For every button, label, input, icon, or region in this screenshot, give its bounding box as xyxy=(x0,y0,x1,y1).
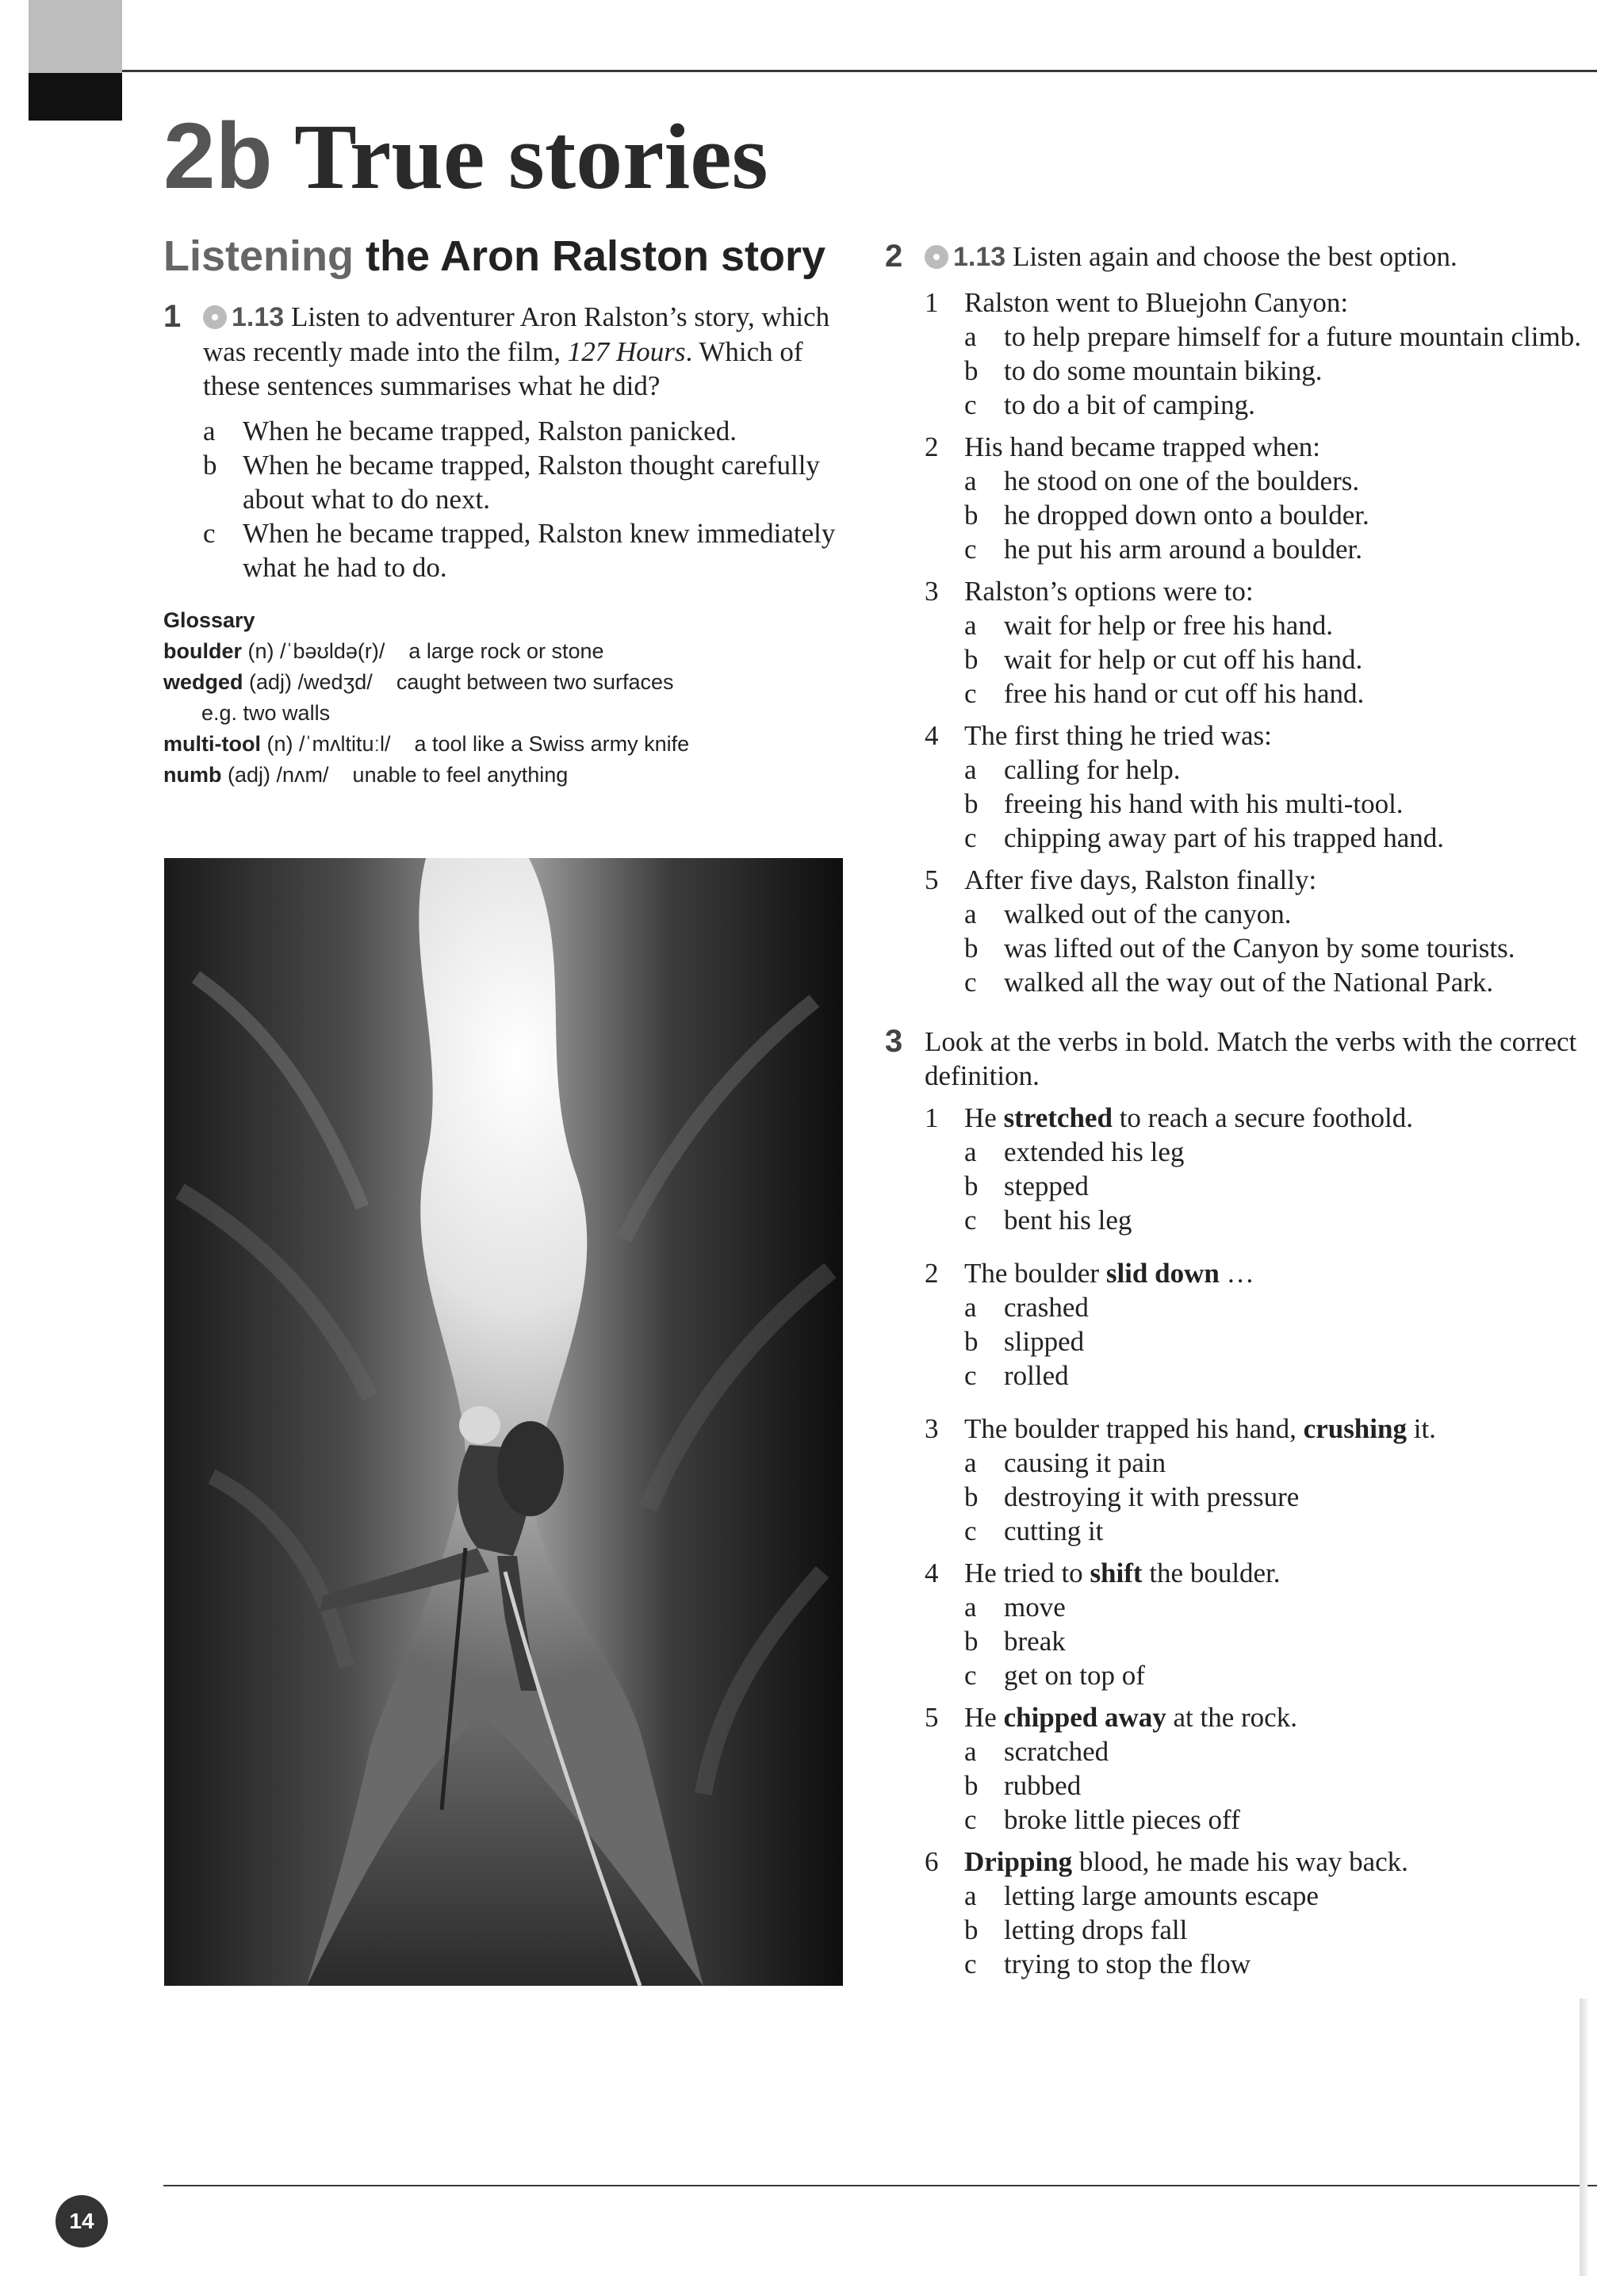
target-verb: shift xyxy=(1090,1558,1143,1588)
exercise-1 xyxy=(163,300,842,584)
target-verb: Dripping xyxy=(964,1846,1073,1877)
exercise-number: 1 xyxy=(163,299,182,334)
answer-option xyxy=(964,1514,1583,1548)
option-text: rolled xyxy=(1004,1360,1069,1391)
top-rule xyxy=(122,70,1597,72)
answer-option xyxy=(964,1768,1583,1803)
option-letter: c xyxy=(964,1205,977,1236)
option-text: was lifted out of the Canyon by some tourists. xyxy=(1004,933,1515,964)
question-number: 2 xyxy=(925,431,939,462)
option-text: he dropped down onto a boulder. xyxy=(1004,500,1369,531)
bottom-rule xyxy=(163,2185,1597,2186)
answer-option xyxy=(964,787,1583,821)
answer-option xyxy=(964,1624,1583,1658)
stem-text: at the rock. xyxy=(1166,1702,1297,1733)
option-letter: a xyxy=(964,754,977,785)
option-letter: a xyxy=(964,466,977,496)
answer-option xyxy=(964,965,1583,999)
answer-option xyxy=(964,320,1583,354)
unit-title xyxy=(163,104,768,209)
exercise-2 xyxy=(885,239,1583,274)
question-item xyxy=(925,285,1583,422)
question-number: 1 xyxy=(925,287,939,318)
glossary-pronunciation: (adj) /wedʒd/ xyxy=(249,670,373,694)
option-letter: a xyxy=(964,1880,977,1911)
stem-text: … xyxy=(1219,1258,1254,1289)
option-letter: a xyxy=(964,1736,977,1767)
question-item xyxy=(925,1845,1583,1981)
option-text: When he became trapped, Ralston knew immediately what he had to do. xyxy=(243,518,836,583)
exercise-3-instruction: Look at the verbs in bold. Match the verbs with the correct definition. xyxy=(925,1026,1577,1091)
option-text: scratched xyxy=(1004,1736,1109,1767)
option-text: stepped xyxy=(1004,1171,1089,1201)
option-letter: b xyxy=(964,355,979,386)
answer-option xyxy=(964,1324,1583,1358)
answer-option xyxy=(964,1734,1583,1768)
question-stem xyxy=(964,1101,1583,1135)
option-text: chipping away part of his trapped hand. xyxy=(1004,822,1444,853)
glossary-word: multi-tool xyxy=(163,732,261,756)
question-stem: His hand became trapped when: xyxy=(964,431,1321,462)
glossary-pronunciation: (n) /ˈbəʊldə(r)/ xyxy=(247,639,385,663)
option-letter: b xyxy=(964,1914,979,1945)
answer-option xyxy=(964,1169,1583,1203)
target-verb: slid down xyxy=(1105,1258,1220,1289)
left-column xyxy=(163,300,842,791)
option-text: When he became trapped, Ralston thought carefully about what to do next. xyxy=(243,450,820,515)
right-column xyxy=(885,239,1583,1981)
exercise-3 xyxy=(885,1025,1583,1093)
option-letter: b xyxy=(964,644,979,675)
audio-cd-icon[interactable] xyxy=(925,245,948,269)
exercise-3-questions xyxy=(885,1101,1583,1981)
answer-option xyxy=(964,1879,1583,1913)
audio-track: 1.13 xyxy=(953,242,1006,272)
question-stem xyxy=(964,1845,1583,1879)
option-text: he stood on one of the boulders. xyxy=(1004,466,1360,496)
question-number: 2 xyxy=(925,1258,939,1289)
answer-option xyxy=(964,388,1583,422)
answer-option xyxy=(964,532,1583,566)
section-subtitle xyxy=(163,233,825,280)
option-text: broke little pieces off xyxy=(1004,1804,1240,1835)
question-stem: Ralston’s options were to: xyxy=(964,576,1254,607)
option-letter: a xyxy=(964,1592,977,1623)
option-text: When he became trapped, Ralston panicked. xyxy=(243,416,737,446)
question-item xyxy=(925,430,1583,566)
audio-cd-icon[interactable] xyxy=(203,305,227,329)
option-text: to do a bit of camping. xyxy=(1004,389,1255,420)
option-letter: c xyxy=(964,389,977,420)
option-text: move xyxy=(1004,1592,1066,1623)
stem-text: the boulder. xyxy=(1142,1558,1281,1588)
option-letter: c xyxy=(964,1949,977,1979)
glossary-word: wedged xyxy=(163,670,243,694)
glossary-definition: a tool like a Swiss army knife xyxy=(414,732,690,756)
stem-text: He xyxy=(964,1102,1004,1133)
question-item xyxy=(925,574,1583,711)
target-verb: crushing xyxy=(1303,1413,1407,1444)
exercise-1-options xyxy=(203,414,842,584)
answer-option xyxy=(964,498,1583,532)
target-verb: stretched xyxy=(1003,1102,1113,1133)
option-letter: c xyxy=(964,1660,977,1691)
option-letter: c xyxy=(203,518,216,549)
answer-option xyxy=(964,608,1583,642)
question-number: 3 xyxy=(925,576,939,607)
option-letter: a xyxy=(964,899,977,929)
answer-option xyxy=(964,464,1583,498)
page-edge-shadow xyxy=(1580,1998,1588,2276)
answer-option xyxy=(964,931,1583,965)
option-text: wait for help or cut off his hand. xyxy=(1004,644,1363,675)
glossary-entries xyxy=(163,636,842,791)
stem-text: He tried to xyxy=(964,1558,1090,1588)
question-item xyxy=(925,1556,1583,1692)
question-item xyxy=(925,1101,1583,1237)
glossary-word: boulder xyxy=(163,639,242,663)
option-letter: c xyxy=(964,967,977,998)
option-text: to do some mountain biking. xyxy=(1004,355,1323,386)
glossary-entry xyxy=(163,729,842,760)
option-text: wait for help or free his hand. xyxy=(1004,610,1333,641)
answer-option xyxy=(964,1290,1583,1324)
glossary-definition: unable to feel anything xyxy=(352,763,569,787)
question-number: 6 xyxy=(925,1846,939,1877)
stem-text: He xyxy=(964,1702,1004,1733)
option-letter: b xyxy=(964,933,979,964)
answer-option xyxy=(964,1358,1583,1393)
question-stem xyxy=(964,1556,1583,1590)
glossary-definition: caught between two surfaces xyxy=(396,670,674,694)
question-number: 3 xyxy=(925,1413,939,1444)
subtitle-lead: Listening xyxy=(163,232,354,280)
glossary-definition: a large rock or stone xyxy=(408,639,604,663)
glossary-pronunciation: (n) /ˈmʌltituːl/ xyxy=(266,732,391,756)
option-text: he put his arm around a boulder. xyxy=(1004,534,1362,565)
option-text: letting drops fall xyxy=(1004,1914,1188,1945)
option-letter: c xyxy=(964,1804,977,1835)
option-letter: b xyxy=(964,1770,979,1801)
answer-option xyxy=(964,1947,1583,1981)
glossary xyxy=(163,605,842,791)
exercise-2-instruction: Listen again and choose the best option. xyxy=(1012,241,1457,272)
exercise-2-questions xyxy=(885,285,1583,999)
canyon-climber-photo xyxy=(164,858,843,1986)
exercise-number: 2 xyxy=(885,239,903,274)
question-stem xyxy=(964,1412,1583,1446)
stem-text: The boulder trapped his hand, xyxy=(964,1413,1304,1444)
answer-option xyxy=(964,1590,1583,1624)
option-text: slipped xyxy=(1004,1326,1085,1357)
unit-title-text: True stories xyxy=(294,105,768,209)
option-text: walked all the way out of the National Park. xyxy=(1004,967,1494,998)
corner-tab-black xyxy=(29,73,122,121)
option-letter: b xyxy=(203,450,217,481)
page-number: 14 xyxy=(56,2195,108,2247)
option-text: letting large amounts escape xyxy=(1004,1880,1319,1911)
option-text: extended his leg xyxy=(1004,1136,1185,1167)
stem-text: The boulder xyxy=(964,1258,1106,1289)
option-item xyxy=(203,448,842,516)
film-title: 127 Hours xyxy=(567,336,686,367)
option-letter: c xyxy=(964,822,977,853)
stem-text: it. xyxy=(1406,1413,1436,1444)
answer-option xyxy=(964,676,1583,711)
question-number: 5 xyxy=(925,1702,939,1733)
question-item xyxy=(925,718,1583,855)
option-item xyxy=(203,414,842,448)
stem-text: to reach a secure foothold. xyxy=(1112,1102,1413,1133)
question-item xyxy=(925,1700,1583,1837)
question-number: 4 xyxy=(925,720,939,751)
option-text: free his hand or cut off his hand. xyxy=(1004,678,1365,709)
answer-option xyxy=(964,1203,1583,1237)
option-letter: a xyxy=(964,1292,977,1323)
option-letter: a xyxy=(964,321,977,352)
answer-option xyxy=(964,821,1583,855)
glossary-entry xyxy=(163,636,842,667)
glossary-heading: Glossary xyxy=(163,608,255,632)
subtitle-rest: the Aron Ralston story xyxy=(366,232,826,280)
corner-tab-grey xyxy=(29,0,122,73)
question-stem xyxy=(964,1700,1583,1734)
option-text: to help prepare himself for a future mountain climb. xyxy=(1004,321,1581,352)
question-stem: After five days, Ralston finally: xyxy=(964,864,1317,895)
answer-option xyxy=(964,1480,1583,1514)
option-text: cutting it xyxy=(1004,1516,1104,1546)
question-stem: The first thing he tried was: xyxy=(964,720,1272,751)
question-stem: Ralston went to Bluejohn Canyon: xyxy=(964,287,1349,318)
question-item xyxy=(925,863,1583,999)
option-letter: b xyxy=(964,788,979,819)
answer-option xyxy=(964,1913,1583,1947)
option-letter: b xyxy=(964,1626,979,1657)
question-number: 4 xyxy=(925,1558,939,1588)
option-text: bent his leg xyxy=(1004,1205,1132,1236)
answer-option xyxy=(964,354,1583,388)
option-item xyxy=(203,516,842,584)
option-letter: c xyxy=(964,1360,977,1391)
option-letter: b xyxy=(964,1171,979,1201)
glossary-definition-continued: e.g. two walls xyxy=(201,701,331,725)
exercise-1-text-before: Listen to adventurer Aron Ralston’s story, which was recently made into the film, xyxy=(203,301,830,367)
option-text: freeing his hand with his multi-tool. xyxy=(1004,788,1404,819)
target-verb: chipped away xyxy=(1003,1702,1166,1733)
option-letter: c xyxy=(964,534,977,565)
answer-option xyxy=(964,1446,1583,1480)
option-text: crashed xyxy=(1004,1292,1089,1323)
question-item xyxy=(925,1412,1583,1548)
question-item xyxy=(925,1256,1583,1393)
option-letter: a xyxy=(964,1447,977,1478)
option-text: rubbed xyxy=(1004,1770,1082,1801)
option-text: trying to stop the flow xyxy=(1004,1949,1251,1979)
exercise-number: 3 xyxy=(885,1024,903,1059)
answer-option xyxy=(964,642,1583,676)
option-letter: b xyxy=(964,1326,979,1357)
answer-option xyxy=(964,1135,1583,1169)
option-text: destroying it with pressure xyxy=(1004,1481,1300,1512)
option-text: break xyxy=(1004,1626,1066,1657)
glossary-word: numb xyxy=(163,763,222,787)
question-stem xyxy=(964,1256,1583,1290)
option-letter: c xyxy=(964,678,977,709)
glossary-entry xyxy=(163,760,842,791)
answer-option xyxy=(964,897,1583,931)
answer-option xyxy=(964,1658,1583,1692)
unit-code: 2b xyxy=(163,104,273,209)
answer-option xyxy=(964,753,1583,787)
option-text: causing it pain xyxy=(1004,1447,1166,1478)
option-text: walked out of the canyon. xyxy=(1004,899,1292,929)
question-number: 1 xyxy=(925,1102,939,1133)
stem-text: blood, he made his way back. xyxy=(1072,1846,1408,1877)
exercise-1-text-after: . Which of these sentences summarises what he did? xyxy=(203,336,803,401)
audio-track: 1.13 xyxy=(232,302,285,332)
option-text: calling for help. xyxy=(1004,754,1181,785)
option-letter: b xyxy=(964,500,979,531)
option-letter: b xyxy=(964,1481,979,1512)
option-letter: a xyxy=(964,1136,977,1167)
option-letter: a xyxy=(203,416,216,446)
option-letter: a xyxy=(964,610,977,641)
question-number: 5 xyxy=(925,864,939,895)
answer-option xyxy=(964,1803,1583,1837)
option-letter: c xyxy=(964,1516,977,1546)
glossary-entry xyxy=(163,667,842,698)
glossary-pronunciation: (adj) /nʌm/ xyxy=(228,763,329,787)
option-text: get on top of xyxy=(1004,1660,1145,1691)
